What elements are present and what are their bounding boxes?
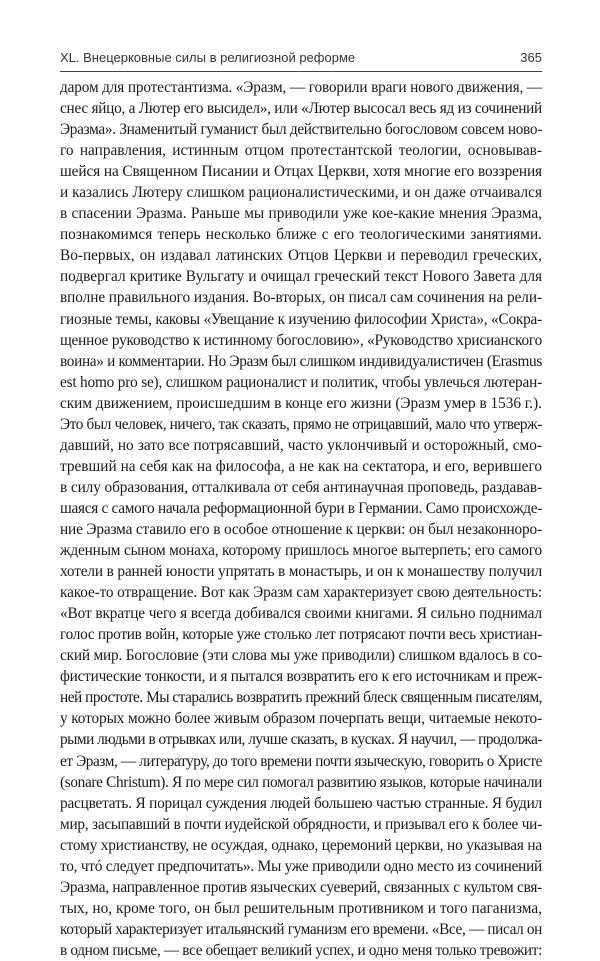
text-line: вполне правильного издания. Во-вторых, он писал сам сочинения на рели- — [60, 289, 542, 307]
text-line: ский мир. Богословие (эти слова мы уже приводили) слишком вдалось в со- — [60, 647, 542, 665]
header-rule — [60, 71, 542, 72]
page-number: 365 — [520, 50, 542, 65]
text-line: давший, но зато все потрясавший, часто уклончивый и осторожный, смо- — [60, 436, 542, 454]
text-line: шейся на Священном Писании и Отцах Церкви, хотя многие его воззрения — [60, 163, 542, 181]
text-line: в спасении Эразма. Раньше мы приводили уже кое-какие мнения Эразма, — [60, 205, 542, 223]
text-line: (sonare Christum). Я по мере сил помогал развитию языков, которые начинали — [60, 773, 542, 791]
text-line: какое-то отвращение. Вот как Эразм сам характеризует свою деятельность: — [60, 584, 542, 602]
text-line: и казались Лютеру слишком рационалистическими, и он даже отчаивался — [60, 184, 542, 202]
text-line: воина» и комментарии. Но Эразм был слишком индивидуалистичен (Erasmus — [60, 352, 542, 370]
text-line: ет Эразм, — литературу, до того времени почти языческую, говорить о Христе — [60, 752, 542, 770]
text-line: который характеризует итальянский гуманизм его времени. «Все, — писал он — [60, 920, 542, 938]
text-line: ней простоте. Мы старались возвратить прежний блеск священным писателям, — [60, 689, 542, 707]
text-line: даром для протестантизма. «Эразм, — говорили враги нового движения, — — [60, 79, 542, 96]
text-line: шаяся с самого начала реформационной бури в Германии. Само происхожде- — [60, 499, 542, 517]
text-line: в силу образования, отталкивала от себя антинаучная проповедь, раздавав- — [60, 478, 542, 496]
text-line: Во-первых, он издавал латинских Отцов Церкви и переводил греческих, — [60, 247, 542, 265]
text-line: стому христианству, не осуждая, однако, церемоний церкви, но указывая на — [60, 836, 542, 854]
running-head — [60, 50, 542, 65]
body-text — [60, 77, 542, 961]
text-line: рыми людьми в отрывках или, лучше сказать, в кусках. Я научил, — продолжа- — [60, 731, 542, 749]
text-line: est homo pro se), слишком рационалист и политик, чтобы увлечься лютеран- — [60, 373, 542, 391]
chapter-title: XL. Внецерковные силы в религиозной реформе — [60, 50, 356, 65]
text-line: у которых можно более живым образом почерпать вещи, читаемые некото- — [60, 710, 542, 728]
text-line: голос против войн, которые уже столько лет потрясают почти весь христиан- — [60, 626, 542, 644]
text-line: ским движением, происшедшим в конце его жизни (Эразм умер в 1536 г.). — [60, 394, 542, 412]
text-line: Эразма, направленное против языческих суеверий, связанных с культом свя- — [60, 878, 542, 896]
text-line: ние Эразма ставило его в особое отношение к церкви: он был незаконноро- — [60, 520, 542, 538]
text-line: «Вот вкратце чего я всегда добивался своими книгами. Я сильно поднимал — [60, 605, 542, 623]
text-line: снес яйцо, а Лютер его высидел», или «Лютер высосал весь яд из сочинений — [60, 100, 542, 118]
text-line: подвергал критике Вульгату и очищал греческий текст Нового Завета для — [60, 268, 542, 286]
text-line: фистические тонкости, и я пытался возвратить его к его источникам и преж- — [60, 668, 542, 686]
text-line: то, чтó следует предпочитать». Мы уже приводили одно место из сочинений — [60, 857, 542, 875]
text-line: расцветать. Я порицал суждения людей большею частью странные. Я будил — [60, 794, 542, 812]
text-line: хотели в ранней юности упрятать в монастырь, и он к монашеству получил — [60, 563, 542, 581]
text-line: мир, засыпавший в почти иудейской обрядности, и призывал его к более чи- — [60, 815, 542, 833]
text-line: Это был человек, ничего, так сказать, прямо не отрицавший, мало что утверж- — [60, 415, 542, 433]
text-line: тревший на себя как на философа, а не как на сектатора, и его, верившего — [60, 457, 542, 475]
text-line: жденным сыном монаха, которому пришлось многое вытерпеть; его самого — [60, 542, 542, 560]
text-line: го направления, истинным отцом протестантской теологии, основывав- — [60, 142, 542, 160]
text-line: познакомимся теперь несколько ближе с его теологическими занятиями. — [60, 226, 542, 244]
text-line: Эразма». Знаменитый гуманист был действительно богословом совсем ново- — [60, 121, 542, 139]
text-line: в одном письме, — все обещает великий успех, и одно меня только тревожит: — [60, 941, 542, 959]
text-line: щенное руководство к истинному богословию», «Руководство хрисианского — [60, 331, 542, 349]
text-line: тых, но, кроме того, он был решительным противником и того паганизма, — [60, 899, 542, 917]
text-line: гиозные темы, каковы «Увещание к изучению философии Христа», «Сокра- — [60, 310, 542, 328]
